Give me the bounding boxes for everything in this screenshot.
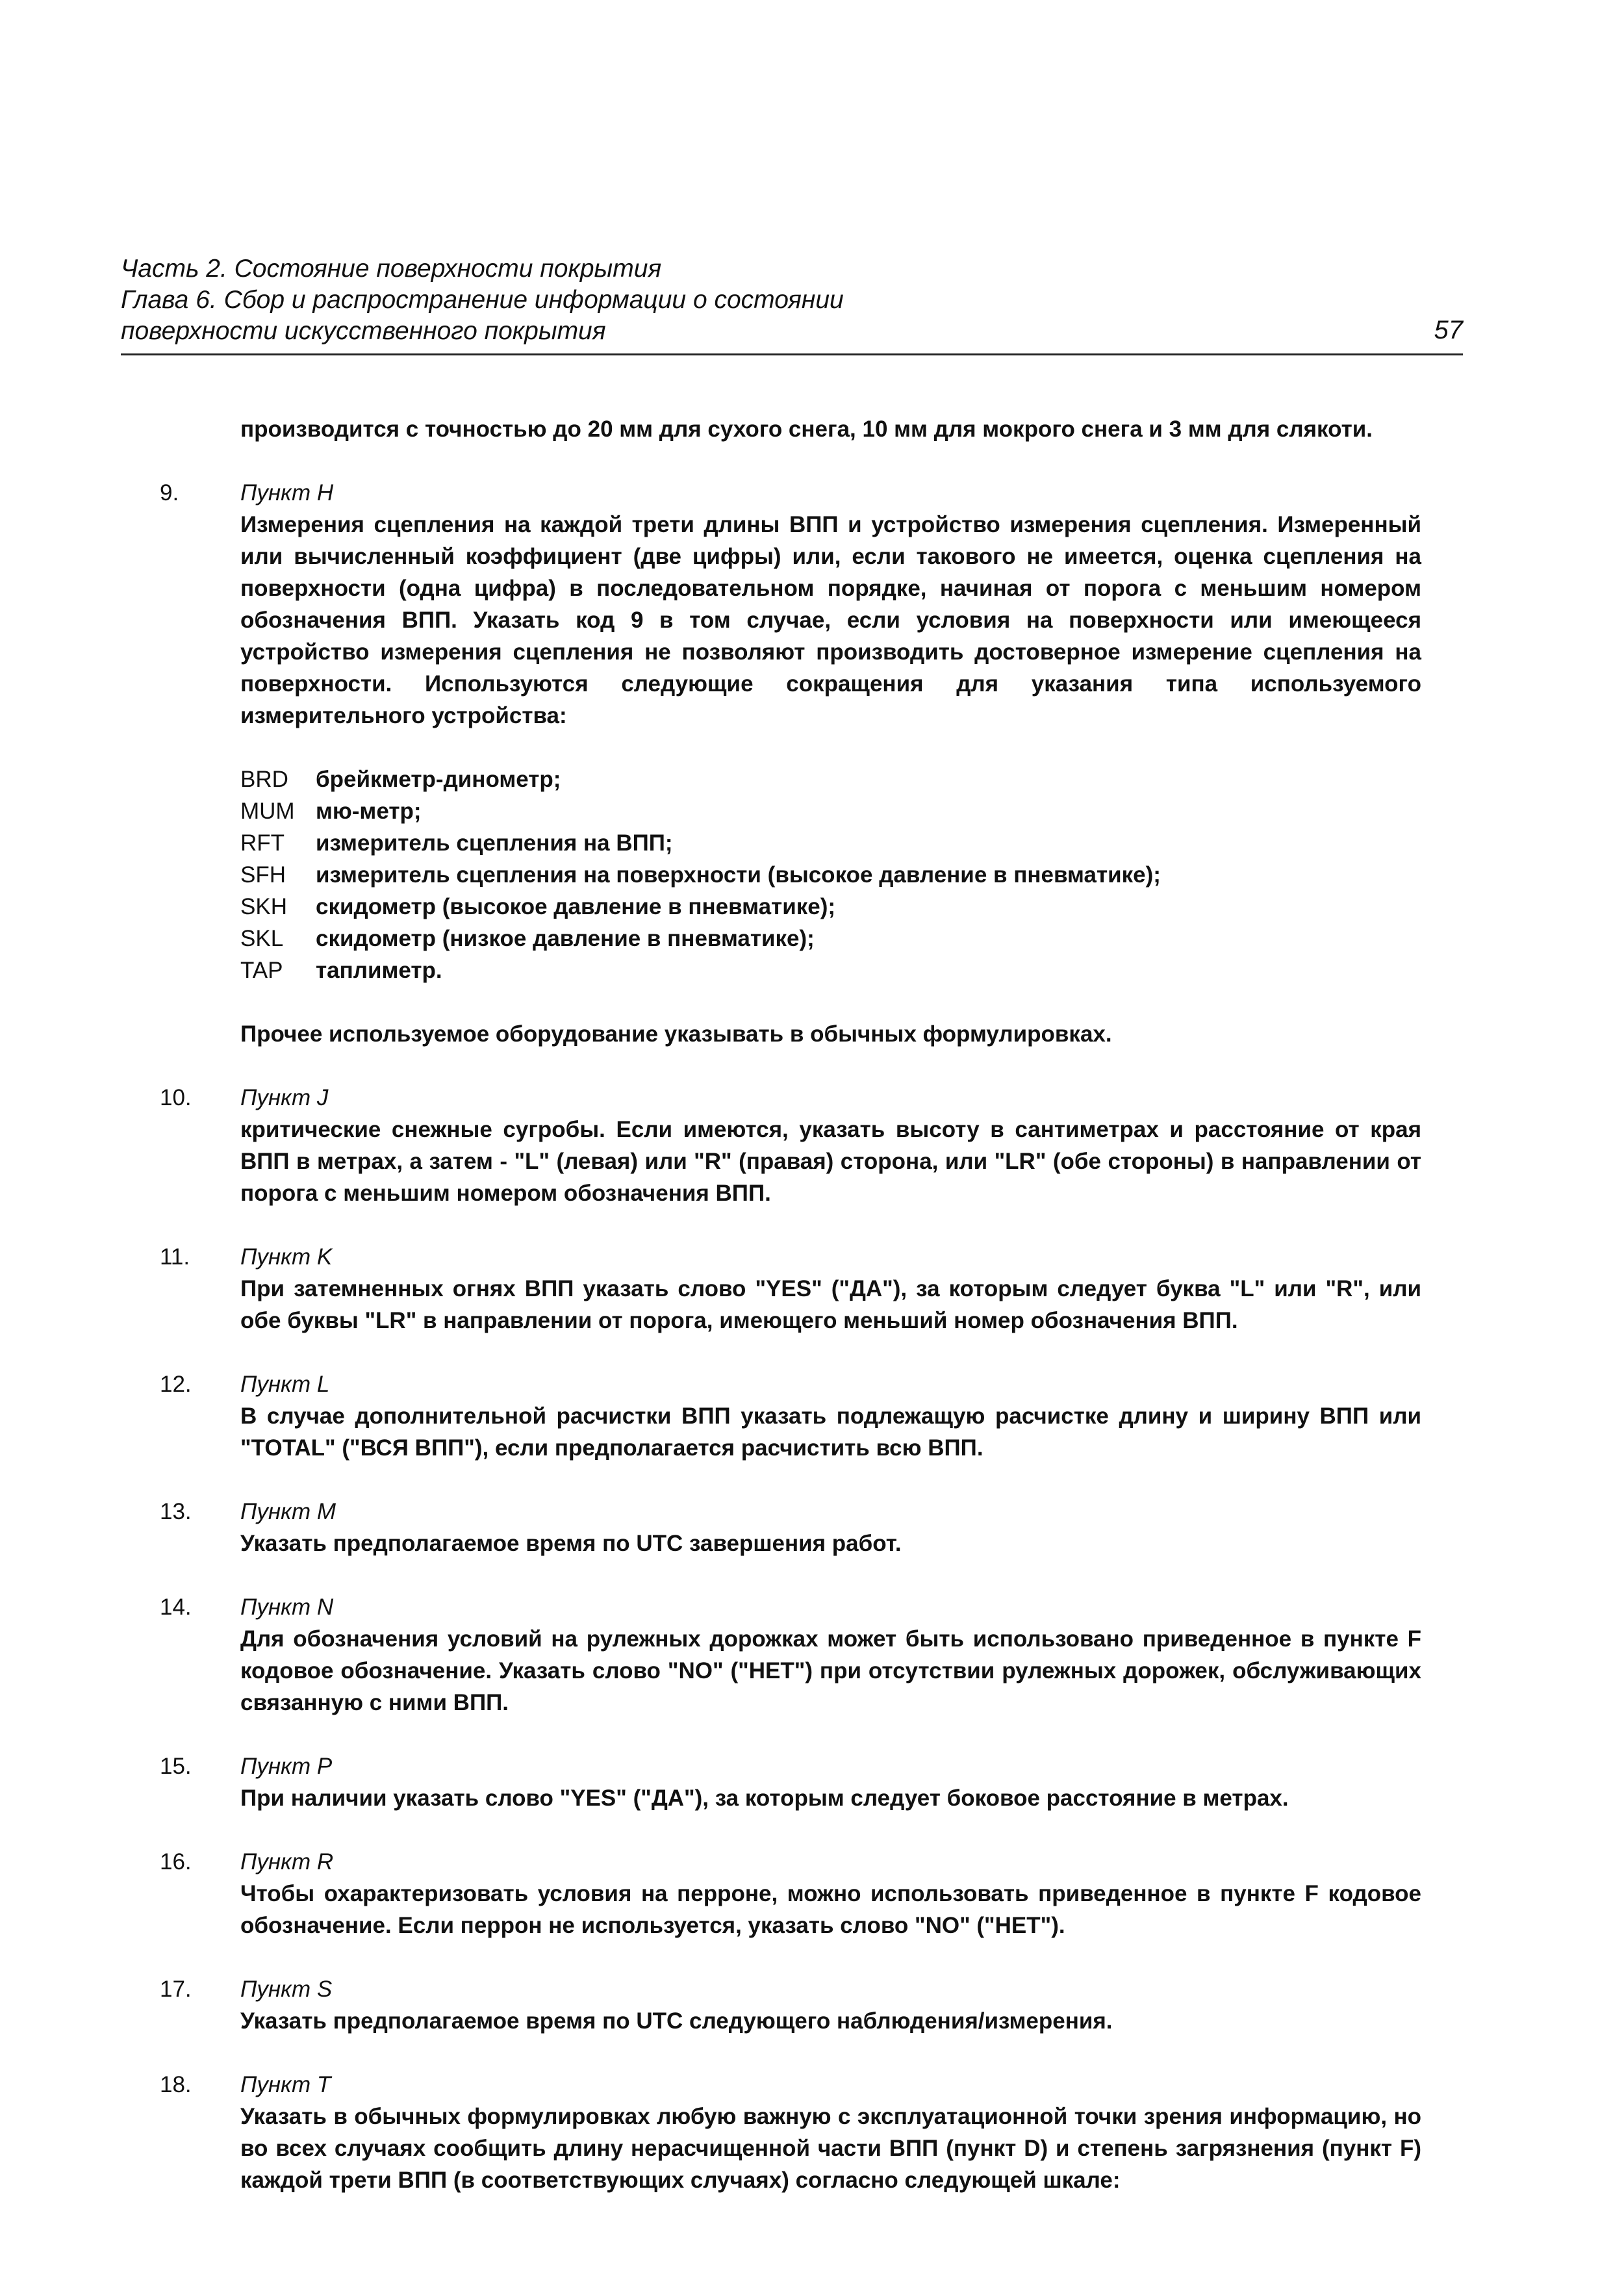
item-title: Пункт J <box>240 1085 329 1110</box>
abbreviation-desc: брейкметр-динометр; <box>316 767 561 792</box>
abbreviation-row <box>240 891 1421 923</box>
item-note: Прочее используемое оборудование указывать в обычных формулировках. <box>240 1021 1112 1047</box>
page-number: 57 <box>1434 316 1463 344</box>
item-number: 13. <box>160 1499 192 1524</box>
item-title: Пункт H <box>240 480 334 506</box>
abbreviation-code: TAP <box>240 958 283 983</box>
item-title: Пункт L <box>240 1372 330 1397</box>
item-body: При наличии указать слово "YES" ("ДА"), за которым следует боковое расстояние в метрах. <box>240 1785 1289 1811</box>
abbreviation-row <box>240 923 1421 954</box>
header-divider <box>121 353 1463 355</box>
item-number: 10. <box>160 1085 192 1110</box>
abbreviation-row <box>240 827 1421 859</box>
abbreviation-code: SKH <box>240 894 287 919</box>
abbreviation-desc: скидометр (высокое давление в пневматике); <box>316 894 836 919</box>
item-number: 17. <box>160 1977 192 2002</box>
abbreviation-desc: скидометр (низкое давление в пневматике); <box>316 926 815 951</box>
item-body: Указать в обычных формулировках любую важную с эксплуатационной точки зрения информацию, но во всех случаях сообщить длину нерасчищенной части ВПП (пункт D) и степень загрязнения (пункт F) каждой трети ВПП (в соответствующих случаях) согласно следующей шкале: <box>240 2104 1421 2193</box>
item-title: Пункт T <box>240 2072 331 2097</box>
item-title: Пункт M <box>240 1499 336 1524</box>
header-chapter-line-continued: поверхности искусственного покрытия <box>121 317 606 345</box>
item-18 <box>160 2069 1421 2196</box>
item-body: Указать предполагаемое время по UTC завершения работ. <box>240 1531 902 1556</box>
item-title: Пункт K <box>240 1244 333 1270</box>
item-number: 11. <box>160 1244 190 1270</box>
item-16 <box>160 1846 1421 1941</box>
abbreviation-row <box>240 763 1421 795</box>
item-body: критические снежные сугробы. Если имеются, указать высоту в сантиметрах и расстояние от края ВПП в метрах, а затем - "L" (левая) или "R" (правая) сторона, или "LR" (обе стороны) в направлении от порога с меньшим номером обозначения ВПП. <box>240 1117 1421 1206</box>
header-part-line: Часть 2. Состояние поверхности покрытия <box>121 255 662 283</box>
item-body: Измерения сцепления на каждой трети длины ВПП и устройство измерения сцепления. Измеренный или вычисленный коэффициент (две цифры) или, если такового не имеется, оценка сцепления на поверхности (одна цифра) в последовательном порядке, начиная от порога с меньшим номером обозначения ВПП. Указать код 9 в том случае, если условия на поверхности или имеющееся устройство измерения сцепления не позволяют производить достоверное измерение сцепления на поверхности. Используются следующие сокращения для указания типа используемого измерительного устройства: <box>240 512 1421 728</box>
abbreviation-row <box>240 859 1421 891</box>
item-body: При затемненных огнях ВПП указать слово "YES" ("ДА"), за которым следует буква "L" или "R", или обе буквы "LR" в направлении от порога, имеющего меньший номер обозначения ВПП. <box>240 1276 1421 1333</box>
abbreviation-desc: мю-метр; <box>316 799 422 824</box>
item-title: Пункт P <box>240 1754 333 1779</box>
intro-paragraph: производится с точностью до 20 мм для сухого снега, 10 мм для мокрого снега и 3 мм для слякоти. <box>240 416 1373 442</box>
abbreviation-code: BRD <box>240 767 288 792</box>
abbreviation-code: RFT <box>240 830 285 856</box>
item-number: 15. <box>160 1754 192 1779</box>
item-10 <box>160 1082 1421 1209</box>
item-number: 12. <box>160 1372 192 1397</box>
abbreviation-code: SKL <box>240 926 284 951</box>
item-body: Для обозначения условий на рулежных дорожках может быть использовано приведенное в пункте F кодовое обозначение. Указать слово "NO" ("НЕТ") при отсутствии рулежных дорожек, обслуживающих связанную с ними ВПП. <box>240 1626 1421 1715</box>
item-17 <box>160 1973 1421 2037</box>
header-chapter-line: Глава 6. Сбор и распространение информации о состоянии <box>121 286 844 314</box>
item-body: Указать предполагаемое время по UTC следующего наблюдения/измерения. <box>240 2008 1113 2034</box>
abbreviation-code: SFH <box>240 862 286 888</box>
item-title: Пункт R <box>240 1849 334 1875</box>
item-number: 14. <box>160 1594 192 1620</box>
abbreviation-code: MUM <box>240 799 295 824</box>
abbreviation-row <box>240 795 1421 827</box>
running-header <box>121 253 1463 347</box>
abbreviation-desc: измеритель сцепления на ВПП; <box>316 830 673 856</box>
item-11 <box>160 1241 1421 1337</box>
abbreviation-desc: измеритель сцепления на поверхности (высокое давление в пневматике); <box>316 862 1161 888</box>
item-number: 9. <box>160 480 179 506</box>
abbreviation-row <box>240 954 1421 986</box>
item-title: Пункт S <box>240 1977 333 2002</box>
item-body: Чтобы охарактеризовать условия на перроне, можно использовать приведенное в пункте F кодовое обозначение. Если перрон не используется, указать слово "NO" ("НЕТ"). <box>240 1881 1421 1938</box>
item-number: 18. <box>160 2072 192 2097</box>
item-title: Пункт N <box>240 1594 334 1620</box>
item-9 <box>160 477 1421 1050</box>
page-body <box>160 413 1421 2196</box>
item-13 <box>160 1496 1421 1559</box>
item-15 <box>160 1750 1421 1814</box>
item-14 <box>160 1591 1421 1719</box>
item-12 <box>160 1368 1421 1464</box>
abbreviation-list <box>240 763 1421 986</box>
item-number: 16. <box>160 1849 192 1875</box>
abbreviation-desc: таплиметр. <box>316 958 442 983</box>
item-body: В случае дополнительной расчистки ВПП указать подлежащую расчистке длину и ширину ВПП или "TOTAL" ("ВСЯ ВПП"), если предполагается расчистить всю ВПП. <box>240 1403 1421 1461</box>
